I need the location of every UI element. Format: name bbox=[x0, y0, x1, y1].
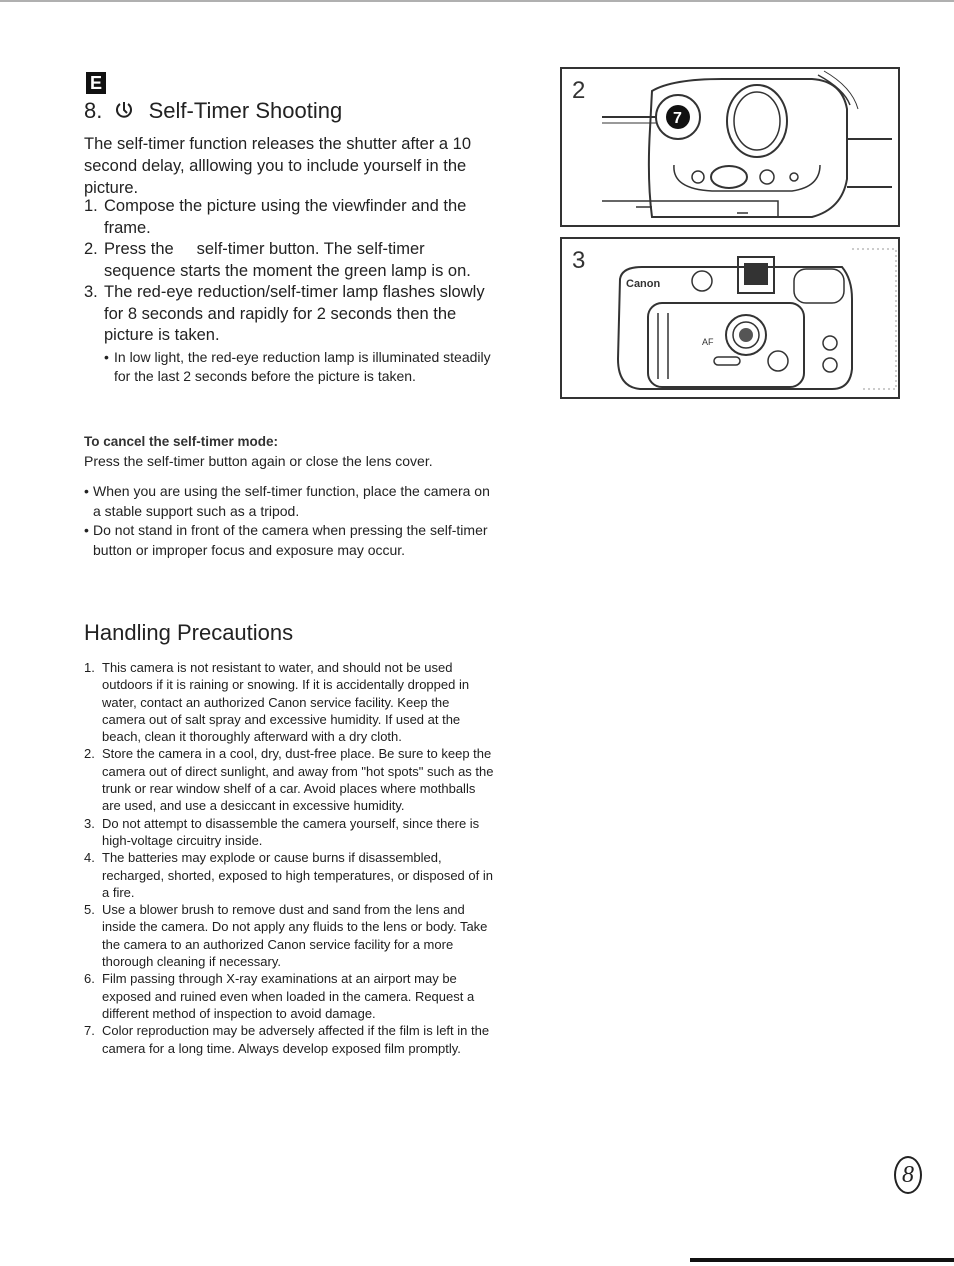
list-item bbox=[84, 849, 494, 901]
language-badge: E bbox=[86, 72, 106, 94]
step-text: Compose the picture using the viewfinder and the frame. bbox=[104, 197, 467, 237]
list-item bbox=[84, 659, 494, 745]
page-number: 8 bbox=[894, 1156, 922, 1194]
item-number: 7. bbox=[84, 1023, 95, 1039]
list-item bbox=[84, 901, 494, 970]
item-text: Use a blower brush to remove dust and sand from the lens and inside the camera. Do not apply any fluids to the lens or body. Take the camera to an authorized Canon service facility for a more thorough cleaning if necessary. bbox=[102, 902, 488, 970]
step-number: 1. bbox=[84, 197, 98, 215]
section-heading: Self-Timer Shooting bbox=[148, 98, 343, 123]
section-title bbox=[84, 98, 342, 126]
list-item: • When you are using the self-timer function, place the camera on a stable support such as a tripod. bbox=[84, 482, 494, 521]
item-text: Store the camera in a cool, dry, dust-free place. Be sure to keep the camera out of direct sunlight, and away from "hot spots" such as the trunk or rear window shelf of a car. Avoid places where mothballs are used, and use a desiccant in excessive humidity. bbox=[102, 746, 494, 814]
item-number: 2. bbox=[84, 746, 95, 762]
notes-list bbox=[84, 482, 494, 560]
brand-label: Canon bbox=[626, 278, 661, 290]
item-number: 6. bbox=[84, 971, 95, 987]
step-badge: 7 bbox=[673, 110, 682, 127]
list-item bbox=[84, 745, 494, 814]
step-text: The red-eye reduction/self-timer lamp flashes slowly for 8 seconds and rapidly for 2 seconds then the picture is taken. bbox=[104, 283, 485, 344]
item-text: This camera is not resistant to water, and should not be used outdoors if it is raining or snowing. If it is accidentally dropped in water, contact an authorized Canon service facility. Keep the camera out of salt spray and excessive humidity. If used at the beach, clean it thoroughly afterward with a dry cloth. bbox=[102, 660, 470, 745]
precautions-list bbox=[84, 659, 494, 1057]
list-item bbox=[84, 239, 494, 282]
item-text: The batteries may explode or cause burns if disassembled, recharged, shorted, exposed to high temperatures, or disposed of in a fire. bbox=[102, 850, 493, 900]
cancel-text: Press the self-timer button again or close the lens cover. bbox=[84, 453, 433, 469]
af-label: AF bbox=[702, 337, 714, 347]
figure-2 bbox=[560, 67, 900, 227]
list-item bbox=[84, 815, 494, 850]
step-subnote: • In low light, the red-eye reduction lamp is illuminated steadily for the last 2 seconds before the picture is taken. bbox=[104, 348, 494, 387]
step-text: Press the self-timer button. The self-timer sequence starts the moment the green lamp is on. bbox=[104, 240, 471, 280]
list-item bbox=[84, 1022, 494, 1057]
self-timer-icon bbox=[114, 100, 134, 126]
list-item bbox=[84, 282, 494, 387]
camera-front-icon bbox=[562, 239, 898, 397]
item-text: Do not attempt to disassemble the camera yourself, since there is high-voltage circuitry inside. bbox=[102, 815, 480, 848]
camera-top-icon bbox=[562, 69, 898, 225]
figure-number: 3 bbox=[572, 247, 586, 274]
figure-number: 2 bbox=[572, 77, 586, 104]
item-text: Color reproduction may be adversely affected if the film is left in the camera for a long time. Always develop exposed film promptly. bbox=[102, 1023, 490, 1056]
handling-title: Handling Precautions bbox=[84, 620, 294, 645]
steps-list bbox=[84, 196, 494, 387]
bottom-edge-line bbox=[690, 1258, 954, 1262]
cancel-heading: To cancel the self-timer mode: bbox=[84, 434, 279, 449]
item-number: 1. bbox=[84, 660, 95, 675]
item-number: 5. bbox=[84, 902, 95, 918]
step-number: 2. bbox=[84, 240, 98, 258]
item-text: Film passing through X-ray examinations at an airport may be exposed and ruined even when loaded in the camera. Request a different method of inspection to avoid damage. bbox=[102, 971, 475, 1021]
top-edge-line bbox=[0, 0, 954, 2]
list-item bbox=[84, 196, 494, 239]
section-number: 8. bbox=[84, 98, 103, 123]
step-number: 3. bbox=[84, 283, 98, 301]
item-number: 4. bbox=[84, 850, 95, 866]
figure-3 bbox=[560, 237, 900, 399]
list-item: • Do not stand in front of the camera when pressing the self-timer button or improper focus and exposure may occur. bbox=[84, 521, 494, 560]
list-item bbox=[84, 970, 494, 1022]
intro-paragraph: The self-timer function releases the shutter after a 10 second delay, alllowing you to include yourself in the picture. bbox=[84, 135, 472, 197]
item-number: 3. bbox=[84, 815, 95, 831]
